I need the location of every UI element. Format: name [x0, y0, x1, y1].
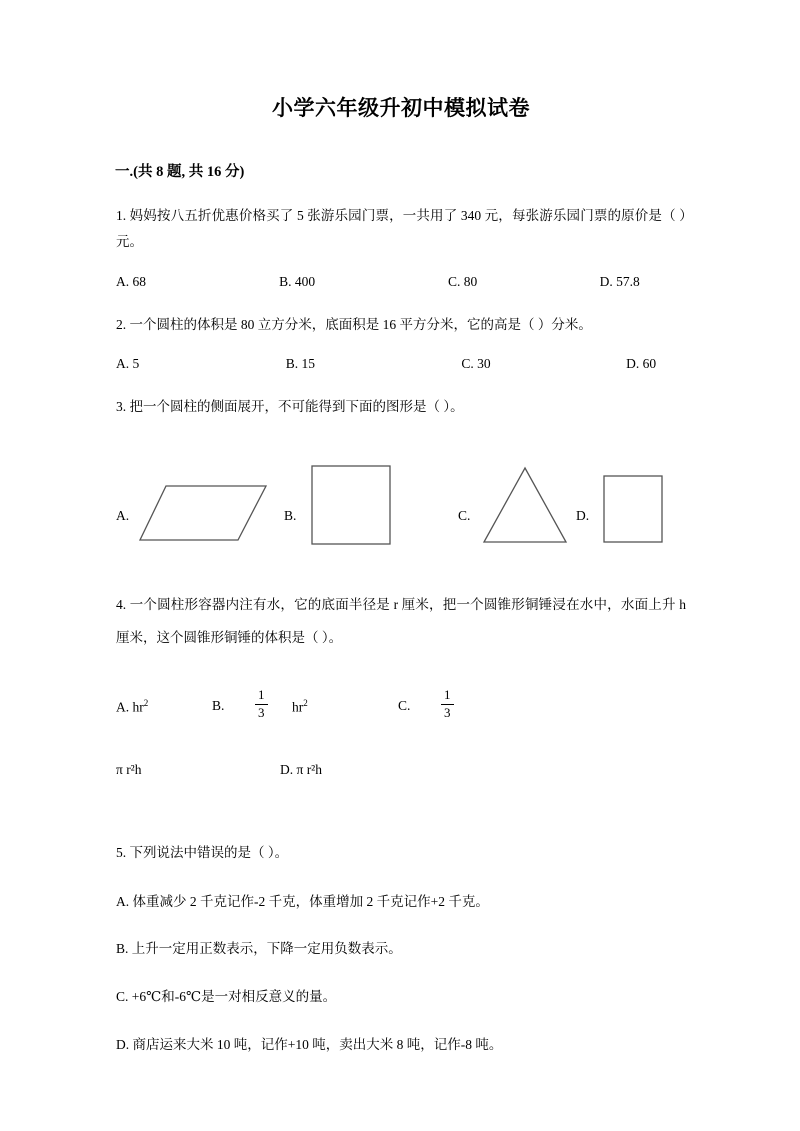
shape-label-a: A. [116, 508, 130, 524]
shape-label-b: B. [284, 508, 297, 524]
option-a[interactable]: A. 5 [116, 355, 140, 371]
question-4-options-line1 [116, 680, 686, 738]
fraction-numerator: 1 [258, 687, 265, 703]
option-c[interactable]: C. 80 [448, 273, 478, 289]
question-4-text: 4. 一个圆柱形容器内注有水，它的底面半径是 r 厘米，把一个圆锥形铜锤浸在水中，水面上升 h 厘米，这个圆锥形铜锤的体积是（ ）。 [116, 597, 686, 646]
rectangle-icon [602, 474, 664, 544]
parallelogram-icon [138, 484, 268, 544]
option-d[interactable]: D. 57.8 [599, 273, 640, 289]
question-3-shapes [116, 446, 686, 566]
fraction-denominator: 3 [258, 705, 265, 721]
option-a[interactable]: A. $hr^2$ [116, 698, 149, 715]
question-2-text: 2. 一个圆柱的体积是 80 立方分米，底面积是 16 平方分米，它的高是（ ）分米。 [116, 316, 592, 332]
question-5-choice-b[interactable]: B. 上升一定用正数表示，下降一定用负数表示。 [116, 941, 402, 957]
question-1-options [116, 274, 686, 290]
fraction-numerator: 1 [444, 687, 451, 703]
spacer [116, 792, 686, 818]
option-b[interactable]: B. 400 [279, 273, 316, 289]
question-5-choice-d[interactable]: D. 商店运来大米 10 吨，记作+10 吨，卖出大米 8 吨，记作-8 吨。 [116, 1036, 503, 1052]
question-5-choice-a[interactable]: A. 体重减少 2 千克记作-2 千克，体重增加 2 千克记作+2 千克。 [116, 893, 489, 909]
option-b-fraction [252, 688, 271, 721]
option-b-tail: $hr^2$ [292, 698, 308, 715]
option-c[interactable]: C. 30 [461, 355, 491, 371]
fraction-denominator: 3 [444, 705, 451, 721]
option-c-expression: π r²h [116, 762, 142, 778]
option-a[interactable]: A. 68 [116, 273, 146, 289]
question-5-text: 5. 下列说法中错误的是（ ）。 [116, 845, 289, 861]
option-c-label[interactable]: C. [398, 698, 411, 714]
question-3-text: 3. 把一个圆柱的侧面展开，不可能得到下面的图形是（ ）。 [116, 398, 464, 414]
page-content [116, 0, 686, 1057]
question-2-options [116, 356, 686, 372]
question-1-text: 1. 妈妈按八五折优惠价格买了 5 张游乐园门票，一共用了 340 元，每张游乐园门票的原价是（ ）元。 [116, 208, 686, 250]
section-heading: 一.(共 8 题, 共 16 分) [115, 164, 245, 180]
option-b-label[interactable]: B. [212, 698, 225, 714]
option-b[interactable]: B. 15 [285, 355, 315, 371]
page-title: 小学六年级升初中模拟试卷 [272, 96, 530, 120]
option-d[interactable]: D. π r²h [280, 762, 322, 778]
question-4-options-line2 [116, 762, 686, 792]
option-c-fraction [438, 688, 457, 721]
shape-label-d: D. [576, 508, 590, 524]
shape-label-c: C. [458, 508, 471, 524]
triangle-icon [482, 466, 568, 546]
option-d[interactable]: D. 60 [626, 355, 657, 371]
question-5-choice-c[interactable]: C. +6℃和-6℃是一对相反意义的量。 [116, 988, 337, 1004]
square-icon [310, 464, 392, 546]
